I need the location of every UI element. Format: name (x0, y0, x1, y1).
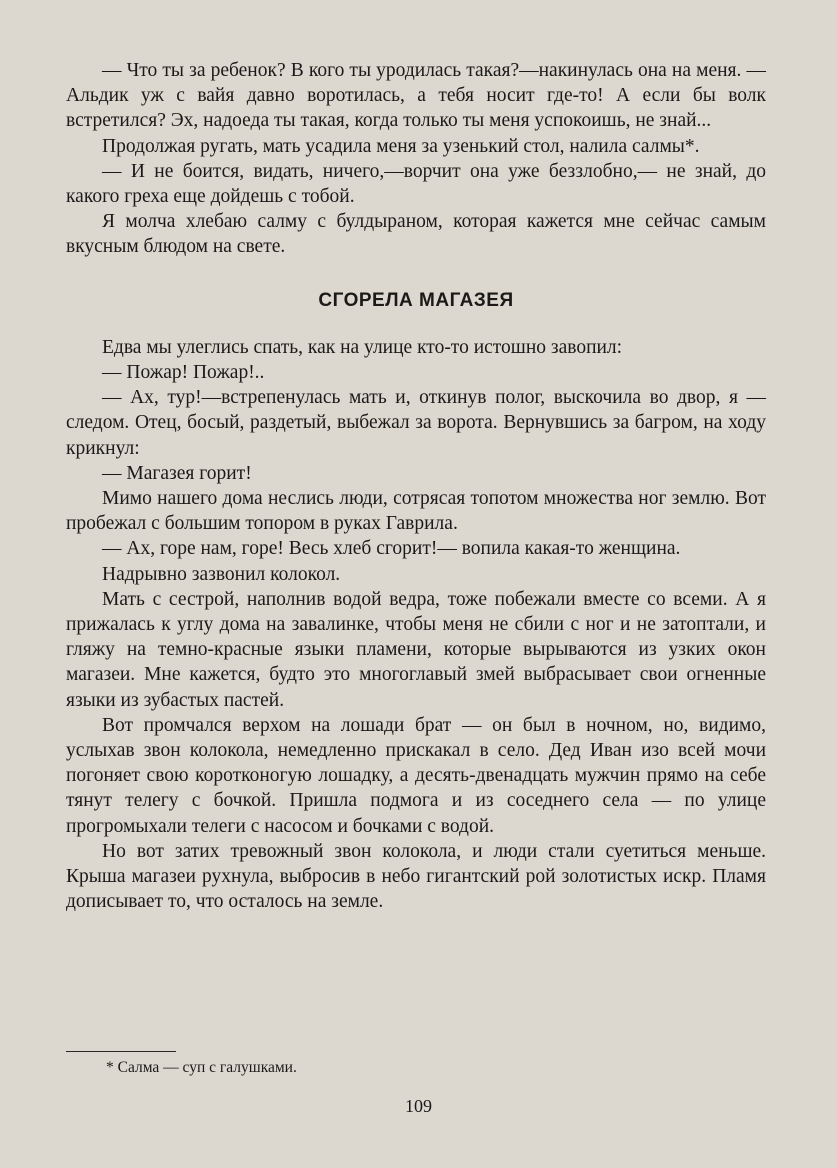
page-number: 109 (405, 1096, 432, 1116)
paragraph: — Ах, тур!—встрепенулась мать и, откинув полог, выскочила во двор, я — следом. Отец, босый, раздетый, выбежал за ворота. Вернувшись за багром, на ходу крикнул: (66, 387, 766, 459)
paragraph: Я молча хлебаю салму с булдыраном, которая кажется мне сейчас самым вкусным блюдом на свете. (66, 211, 766, 258)
footnote: * Салма — суп с галушками. (106, 1059, 297, 1076)
paragraph: Вот промчался верхом на лошади брат — он был в ночном, но, видимо, услыхав звон колокола, немедленно прискакал в село. Дед Иван изо всей мочи погоняет свою коротконогую лошадку, а десять-двенадцать мужчин прямо на себе тянут телегу с бочкой. Пришла подмога и из соседнего села — по улице прогромыхали телеги с насосом и бочками с водой. (66, 714, 766, 837)
paragraph: — Ах, горе нам, горе! Весь хлеб сгорит!— вопила какая-то женщина. (102, 538, 681, 560)
paragraph: Мать с сестрой, наполнив водой ведра, тоже побежали вместе со всеми. А я прижалась к углу дома на завалинке, чтобы меня не сбили с ног и не затоптали, и гляжу на темно-красные языки пламени, которые вырываются из узких окон магазеи. Мне кажется, будто это многоглавый змей выбрасывает свои огненные языки из зубастых пастей. (66, 588, 766, 711)
paragraph: Но вот затих тревожный звон колокола, и люди стали суетиться меньше. Крыша магазеи рухнула, выбросив в небо гигантский рой золотистых искр. Пламя дописывает то, что осталось на земле. (66, 840, 766, 913)
paragraph: — И не боится, видать, ничего,—ворчит она уже беззлобно,— не знай, до какого греха еще дойдешь с тобой. (66, 160, 766, 208)
paragraph: — Магазея горит! (102, 462, 252, 484)
paragraph: — Пожар! Пожар!.. (102, 362, 265, 384)
paragraph: Продолжая ругать, мать усадила меня за узенький стол, налила салмы*. (102, 135, 700, 157)
section-heading: СГОРЕЛА МАГАЗЕЯ (318, 289, 514, 311)
paragraph: Надрывно зазвонил колокол. (102, 563, 341, 585)
paragraph: Едва мы улеглись спать, как на улице кто-то истошно завопил: (102, 336, 623, 358)
paragraph: — Что ты за ребенок? В кого ты уродилась такая?—накинулась она на меня. — Альдик уж с вайя давно воротилась, а тебя носит где-то! А если бы волк встретился? Эх, надоеда ты такая, когда только ты меня успокоишь, не знай... (66, 60, 766, 132)
paragraph: Мимо нашего дома неслись люди, сотрясая топотом множества ног землю. Вот пробежал с большим топором в руках Гаврила. (66, 488, 766, 535)
footnote-divider (66, 1051, 176, 1052)
main-text (66, 58, 766, 915)
